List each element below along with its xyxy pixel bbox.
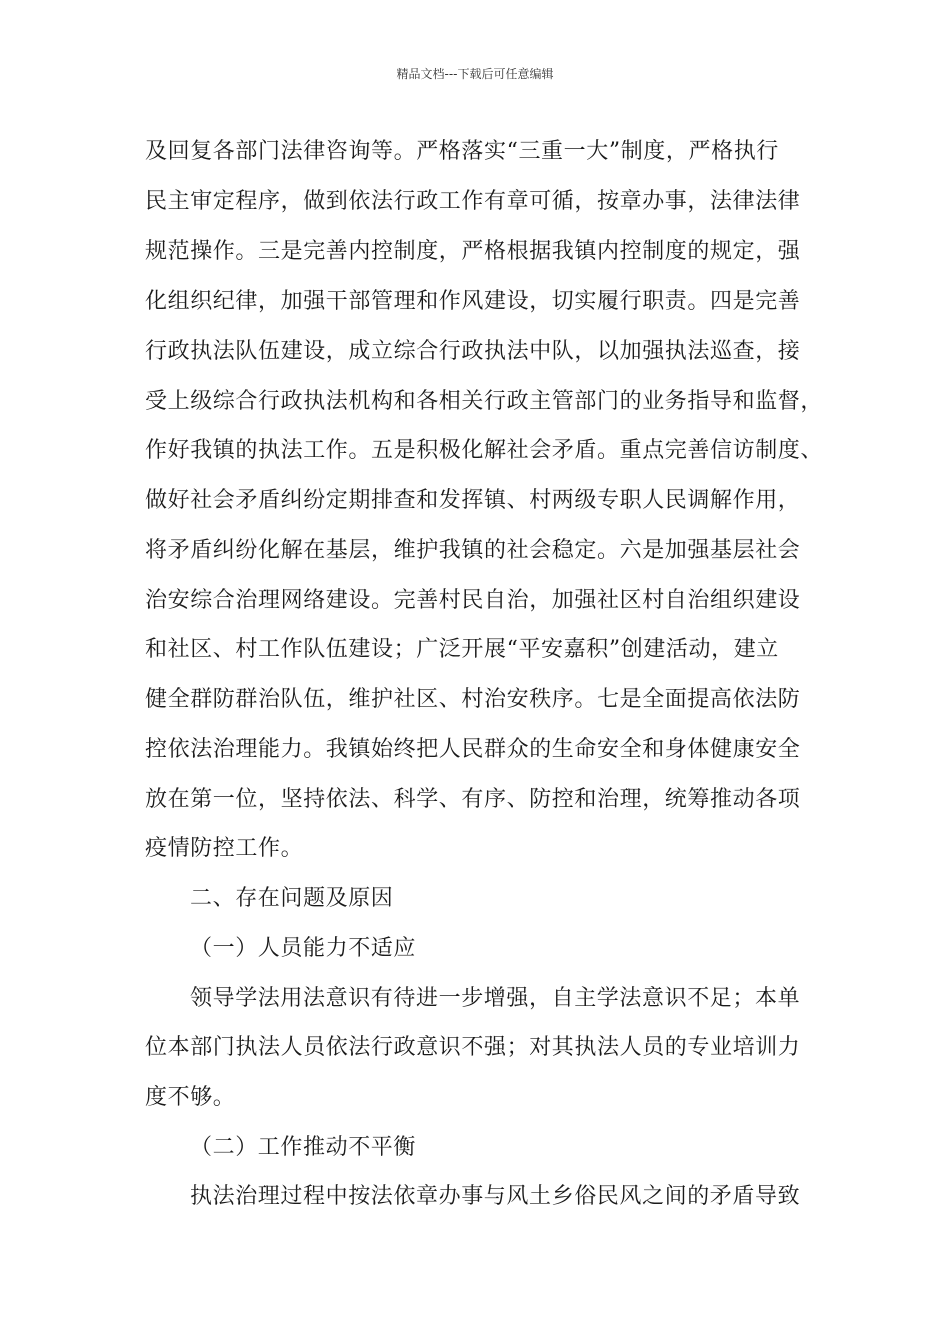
paragraph-line: 将矛盾纠纷化解在基层，维护我镇的社会稳定。六是加强基层社会: [145, 538, 801, 563]
paragraph-line: 及回复各部门法律咨询等。严格落实“三重一大”制度，严格执行: [145, 139, 779, 164]
paragraph-line: 执法治理过程中按法依章办事与风土乡俗民风之间的矛盾导致: [190, 1184, 801, 1209]
paragraph-line: 受上级综合行政执法机构和各相关行政主管部门的业务指导和监督，: [145, 389, 824, 414]
paragraph-line: 放在第一位，坚持依法、科学、有序、防控和治理，统筹推动各项: [145, 787, 801, 812]
paragraph-line: 民主审定程序，做到依法行政工作有章可循，按章办事，法律法律: [145, 189, 801, 214]
subsection-heading: （一）人员能力不适应: [190, 936, 417, 961]
page-header: 精品文档---下载后可任意编辑: [396, 67, 554, 81]
paragraph-line: 做好社会矛盾纠纷定期排查和发挥镇、村两级专职人民调解作用，: [145, 488, 801, 513]
paragraph-line: 作好我镇的执法工作。五是积极化解社会矛盾。重点完善信访制度、: [145, 438, 824, 463]
paragraph-line: 位本部门执法人员依法行政意识不强；对其执法人员的专业培训力: [145, 1035, 801, 1060]
paragraph-line: 行政执法队伍建设，成立综合行政执法中队，以加强执法巡查，接: [145, 339, 801, 364]
paragraph-line: 度不够。: [145, 1085, 236, 1110]
section-heading: 二、存在问题及原因: [190, 886, 394, 911]
paragraph-line: 治安综合治理网络建设。完善村民自治，加强社区村自治组织建设: [145, 588, 801, 613]
paragraph-line: 控依法治理能力。我镇始终把人民群众的生命安全和身体健康安全: [145, 737, 801, 762]
subsection-heading: （二）工作推动不平衡: [190, 1135, 417, 1160]
paragraph-line: 领导学法用法意识有待进一步增强，自主学法意识不足；本单: [190, 986, 801, 1011]
paragraph-line: 健全群防群治队伍，维护社区、村治安秩序。七是全面提高依法防: [145, 687, 801, 712]
paragraph-line: 规范操作。三是完善内控制度，严格根据我镇内控制度的规定，强: [145, 239, 801, 264]
paragraph-line: 化组织纪律，加强干部管理和作风建设，切实履行职责。四是完善: [145, 289, 801, 314]
paragraph-line: 疫情防控工作。: [145, 836, 304, 861]
paragraph-line: 和社区、村工作队伍建设；广泛开展“平安嘉积”创建活动，建立: [145, 637, 779, 662]
